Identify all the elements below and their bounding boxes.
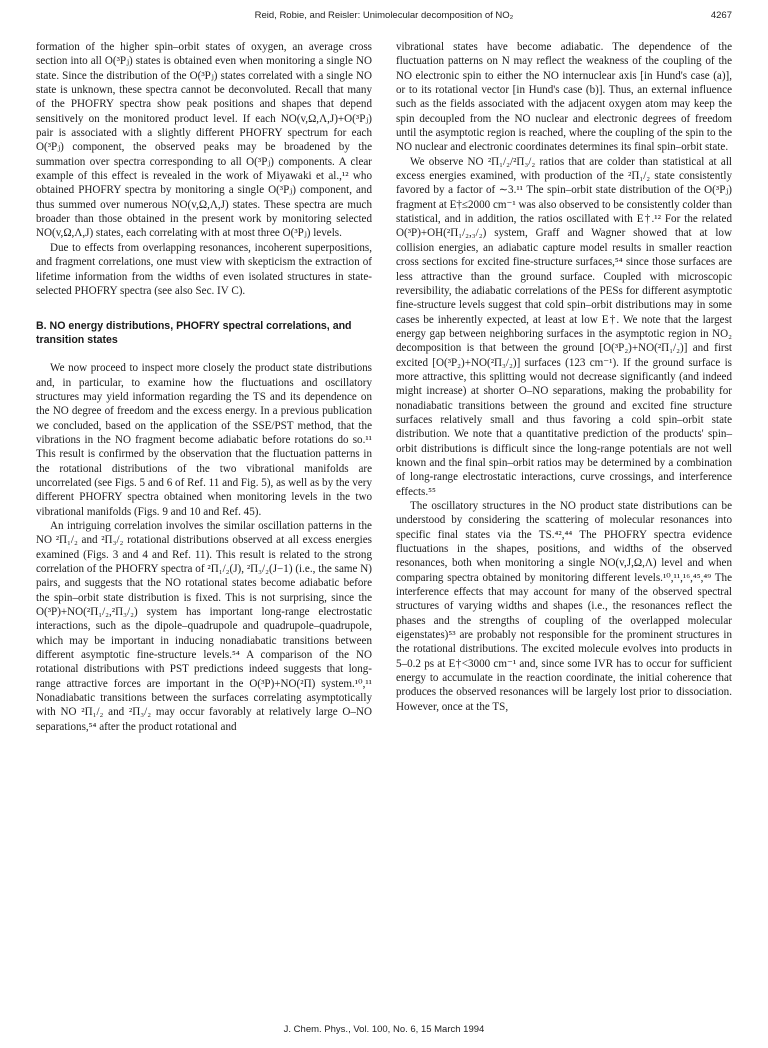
paragraph: The oscillatory structures in the NO product state distributions can be understood by considering the scattering of molecular resonances into specific final states via the TS.⁴²,⁴⁴ The PHOFRY spectra evidence fluctuations in the shapes, positions, and widths of the observed resonances, both when monitoring a single NO(v,J,Ω,Λ) level and when comparing spectra obtained by monitoring different levels.¹⁰,¹¹,¹⁶,⁴⁵,⁴⁹ The interference effects that may account for many of the observed spectral structures of varying widths and shapes (i.e., the resonances reflect the phases and the strengths of coupling of the overlapped molecular eigenstates)⁵³ are probably not responsible for the prominent structures in the rotational distributions. The excited molecule evolves into products in 5–0.2 ps at E†<3000 cm⁻¹ and, since some IVR has to occur for sufficient energy to accumulate in the reaction coordinate, the initial coherence that produces the observed resonances will be largely lost prior to dissociation. However, once at the TS,	[396, 500, 732, 713]
paragraph: We observe NO ²Π₁/₂/²Π₃/₂ ratios that are colder than statistical at all excess energies examined, with production of the ²Π₁/₂ state consistently favored by a factor of ∼3.¹¹ The spin–orbit state distribution of the O(³Pⱼ) fragment at E†≤2000 cm⁻¹ was also observed to be consistently colder than statistical, and in addition, the ratios oscillated with E†.¹² For the related O(³P)+OH(²Π₁/₂,₃/₂) system, Graff and Wagner showed that at low collision energies, an adiabatic capture model results in smaller reaction cross sections for excited fine-structure surfaces,⁵⁴ since those surfaces are less attractive than the ground surface. Coupled with microscopic reversibility, the adiabatic correlations of the PESs for different asymptotic fine-structure levels suggest that cold spin–orbit distributions may in some cases be inherently expected, at least at low E†. We note that the largest energy gap between neighboring surfaces in the asymptotic region in NO₂ decomposition is that between the ground [O(³P₂)+NO(²Π₁/₂)] and first excited [O(³P₂)+NO(²Π₃/₂)] surfaces (123 cm⁻¹). If the ground surface is more attractive, this splitting would not decrease significantly (and indeed might increase) at shorter O–NO separations, making the probability for nonadiabatic transitions between the ground and excited fine structure surfaces relatively small and thus favoring a cold spin–orbit state distribution. We note that a quantitative prediction of the products' spin–orbit distributions is difficult since the long-range potentials are not well known and the final spin–orbit ratios may be determined by a combination of long-range electrostatic interactions, curve crossings, and interference effects.⁵⁵	[396, 155, 732, 498]
page-number: 4267	[710, 10, 732, 21]
paragraph: Due to effects from overlapping resonances, incoherent superpositions, and fragment correlations, one must view with skepticism the extraction of lifetime information from the widths of even isolated structures in state-selected PHOFRY spectra (see also Sec. IV C).	[36, 241, 372, 297]
paragraph: formation of the higher spin–orbit states of oxygen, an average cross section into all O(³Pⱼ) states is obtained even when monitoring a single NO state. Since the distribution of the O(³Pⱼ) states correlated with a single NO state is unknown, these spectra cannot be deconvoluted. Recall that many of the PHOFRY spectra show peak positions and shapes that depend sensitively on the monitored product level. If each NO(v,Ω,Λ,J)+O(³Pⱼ) pair is associated with a slightly different PHOFRY spectrum for each O(³Pⱼ) component, the observed peaks may be broadened by the summation over spectra corresponding to all O(³Pⱼ) components. A clear example of this effect is revealed in the work of Miyawaki et al.,¹² who obtained PHOFRY spectra by monitoring a single O(³Pⱼ) component, and thus summed over numerous NO(v,Ω,Λ,J) states. These spectra are much broader than those obtained in the present work by monitoring selected NO(v,Ω,Λ,J) states, each correlating with at most three O(³Pⱼ) levels.	[36, 41, 372, 240]
journal-citation-footer: J. Chem. Phys., Vol. 100, No. 6, 15 March 1994	[283, 1024, 485, 1035]
left-column	[36, 40, 372, 734]
paragraph: We now proceed to inspect more closely the product state distributions and, in particular, to examine how the fluctuations and oscillatory structures may yield information regarding the TS and its dependence on the NO degree of freedom and the excess energy. In a previous publication we concluded, based on the application of the SSE/PST method, that the vibrations in the NO fragment become adiabatic before rotations do so.¹¹ This result is confirmed by the observation that the fluctuation patterns in the rotational distributions of the two vibrational manifolds are uncorrelated (see Figs. 5 and 6 of Ref. 11 and Fig. 5), as well as by the very different PHOFRY spectra obtained when monitoring levels in the two vibrational manifolds (Figs. 9 and 10 and Ref. 45).	[36, 362, 372, 518]
section-heading: B. NO energy distributions, PHOFRY spectral correlations, and transition states	[36, 320, 352, 347]
running-title: Reid, Robie, and Reisler: Unimolecular decomposition of NO₂	[254, 10, 514, 21]
right-column	[396, 40, 732, 714]
article-body	[36, 40, 732, 1025]
running-header	[36, 8, 732, 24]
paragraph: An intriguing correlation involves the similar oscillation patterns in the NO ²Π₁/₂ and ²Π₃/₂ rotational distributions observed at all excess energies examined (Figs. 3 and 4 and Ref. 11). This result is related to the strong correlation of the PHOFRY spectra of ²Π₁/₂(J), ²Π₃/₂(J−1) (i.e., the same N) pairs, and suggests that the NO rotational states become adiabatic before the spin–orbit state distribution is fixed. This is not surprising, since the O(³P)+NO(²Π₁/₂,²Π₃/₂) system has important long-range electrostatic interactions, such as the dipole–quadrupole and quadrupole–quadrupole, which may be important in inducing nonadiabatic transitions between different asymptotic fine-structure levels.⁵⁴ A comparison of the NO rotational distributions with PST predictions indeed suggests that long-range attractive forces are important in the O(³P)+NO(²Π) system.¹⁰,¹¹ Nonadiabatic transitions between the surfaces correlating asymptotically with NO ²Π₁/₂ and ²Π₃/₂ may occur favorably at relatively large O–NO separations,⁵⁴ after the product rotational and	[36, 519, 372, 733]
paragraph: vibrational states have become adiabatic. The dependence of the fluctuation patterns on N may reflect the weakness of the coupling of the NO electronic spin to either the NO internuclear axis [in Hund's case (a)], or to its rotational vector [in Hund's case (b)]. Thus, an external influence such as the fields associated with the adjacent oxygen atom may keep the spin decoupled from the NO nuclear and electronic degrees of freedom until the asymptotic region is reached, where the coupling of the spin to the NO nuclear and electronic coordinates determines its final spin–orbit state.	[396, 41, 732, 154]
